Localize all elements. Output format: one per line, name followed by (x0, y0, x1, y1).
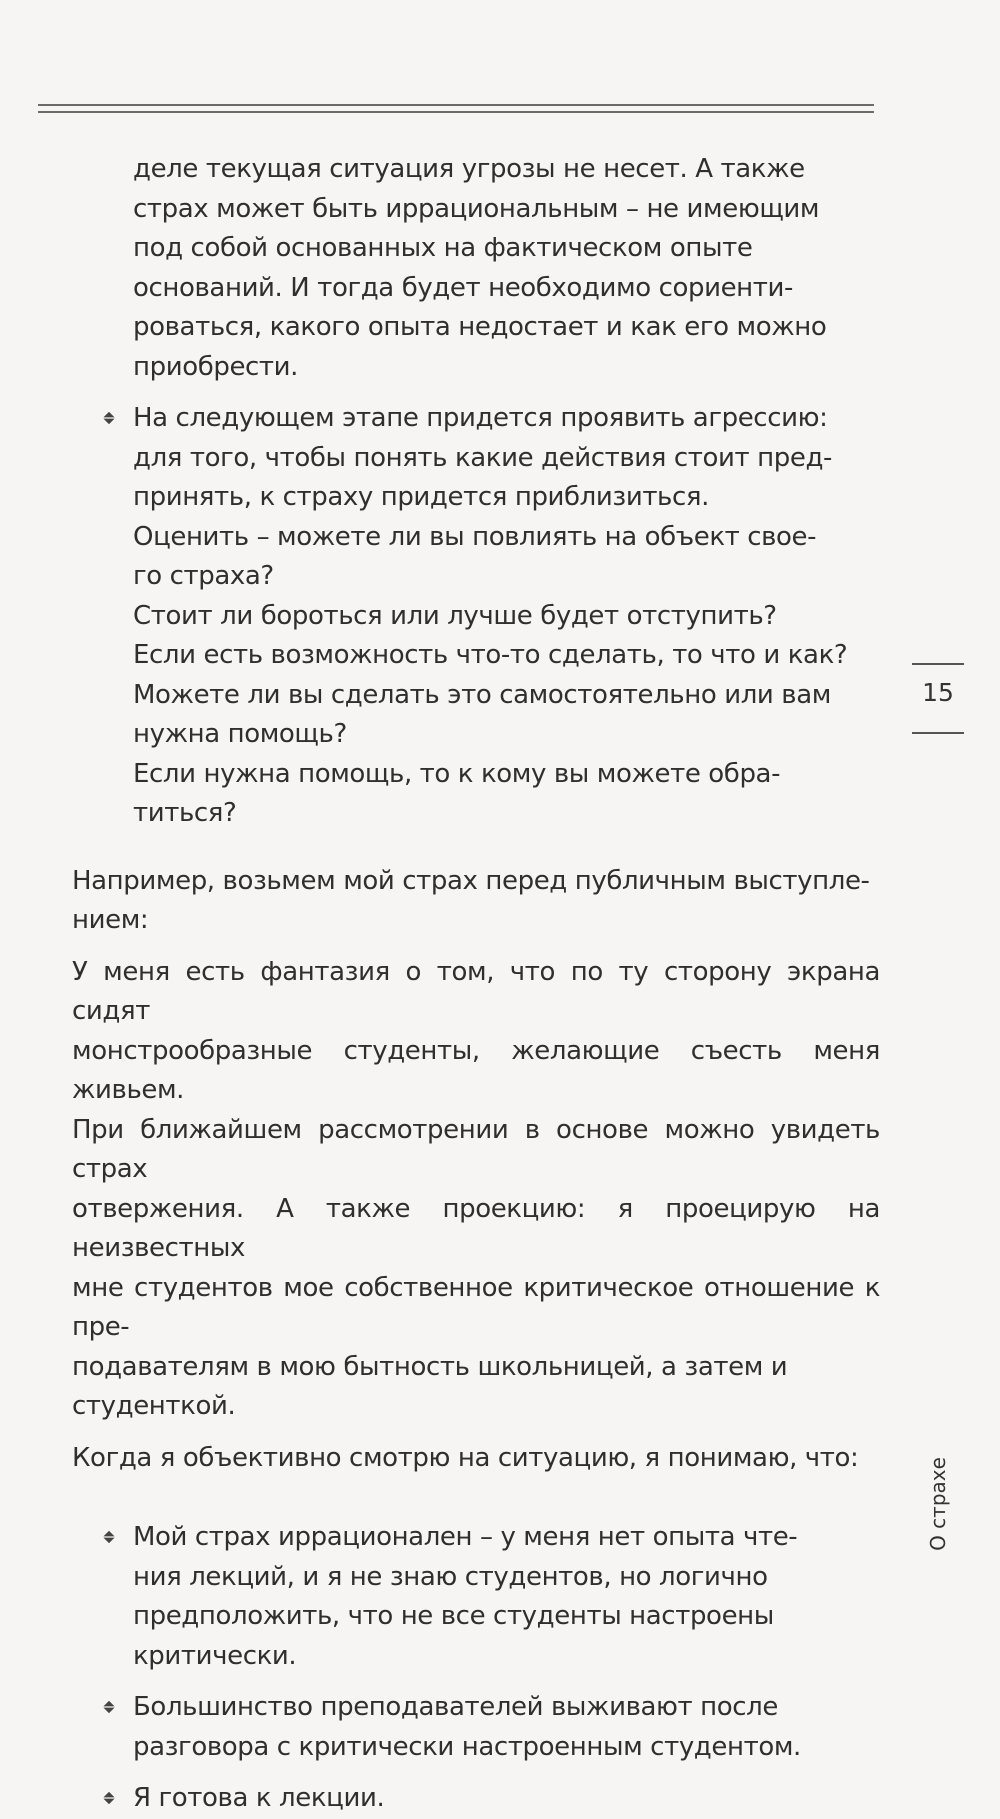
bullet-item-2 (72, 1518, 880, 1676)
text-line: У меня есть фантазия о том, что по ту сторону экрана сидят (72, 956, 880, 1026)
bullet-item-4 (72, 1779, 880, 1819)
diamond-bullet-icon (102, 1700, 116, 1714)
page-body (72, 150, 880, 1819)
text-line: Большинство преподавателей выживают после (133, 1692, 778, 1722)
top-rule-2 (38, 111, 874, 113)
text-line: критически. (133, 1640, 297, 1671)
diamond-bullet-icon (102, 1530, 116, 1544)
text-line: Если есть возможность что-то сделать, то что и как? (133, 640, 848, 670)
text-line: монстрообразные студенты, желающие съесть меня живьем. (72, 1035, 880, 1105)
text-line: подавателям в мою бытность школьницей, а затем и студенткой. (72, 1351, 788, 1421)
text-line: предположить, что не все студенты настроены (133, 1601, 774, 1631)
text-line: нием: (72, 905, 149, 935)
bullet-item-1 (72, 399, 880, 834)
text-line: Если нужна помощь, то к кому вы можете обра- (133, 758, 781, 789)
paragraph-example (72, 862, 880, 941)
text-line: отвержения. А также проекцию: я проецирую на неизвестных (72, 1193, 880, 1263)
diamond-bullet-icon (102, 411, 116, 425)
text-line: титься? (133, 798, 237, 828)
text-line: страх может быть иррациональным – не имеющим (133, 193, 820, 224)
text-line: нужна помощь? (133, 719, 347, 749)
text-line: Когда я объективно смотрю на ситуацию, я понимаю, что: (72, 1442, 859, 1473)
text-line: деле текущая ситуация угрозы не несет. А также (133, 154, 805, 184)
text-line: На следующем этапе придется проявить агрессию: (133, 403, 828, 433)
text-line: Стоит ли бороться или лучше будет отступить? (133, 600, 777, 631)
page-number-rule-top (912, 663, 964, 665)
text-line: разговора с критически настроенным студентом. (133, 1731, 801, 1762)
paragraph-objective (72, 1439, 880, 1479)
text-line: Я готова к лекции. (133, 1783, 385, 1813)
text-line: для того, чтобы понять какие действия стоит пред- (133, 442, 833, 473)
text-line: оснований. И тогда будет необходимо сориенти- (133, 272, 794, 303)
text-line: Мой страх иррационален – у меня нет опыта чте- (133, 1522, 798, 1552)
text-line: принять, к страху придется приблизиться. (133, 482, 709, 512)
diamond-bullet-icon (102, 1791, 116, 1805)
text-line: го страха? (133, 561, 274, 591)
page-number-text: 15 (922, 678, 954, 707)
continued-paragraph (72, 150, 880, 387)
text-line: под собой основанных на фактическом опыте (133, 233, 753, 263)
text-line: Оценить – можете ли вы повлиять на объект свое- (133, 521, 817, 552)
text-line: ния лекций, и я не знаю студентов, но логично (133, 1561, 768, 1592)
text-line: мне студентов мое собственное критическое отношение к пре- (72, 1272, 880, 1342)
text-line: При ближайшем рассмотрении в основе можно увидеть страх (72, 1114, 880, 1184)
running-head: О страхе (926, 1457, 950, 1551)
text-line: Например, возьмем мой страх перед публичным выступле- (72, 865, 870, 896)
bullet-item-3 (72, 1688, 880, 1767)
text-line: приобрести. (133, 351, 299, 382)
text-line: Можете ли вы сделать это самостоятельно или вам (133, 679, 831, 710)
top-rule-1 (38, 104, 874, 106)
paragraph-fantasy (72, 953, 880, 1427)
text-line: роваться, какого опыта недостает и как его можно (133, 312, 827, 342)
page-number-rule-bottom (912, 732, 964, 734)
page-number (912, 678, 964, 707)
